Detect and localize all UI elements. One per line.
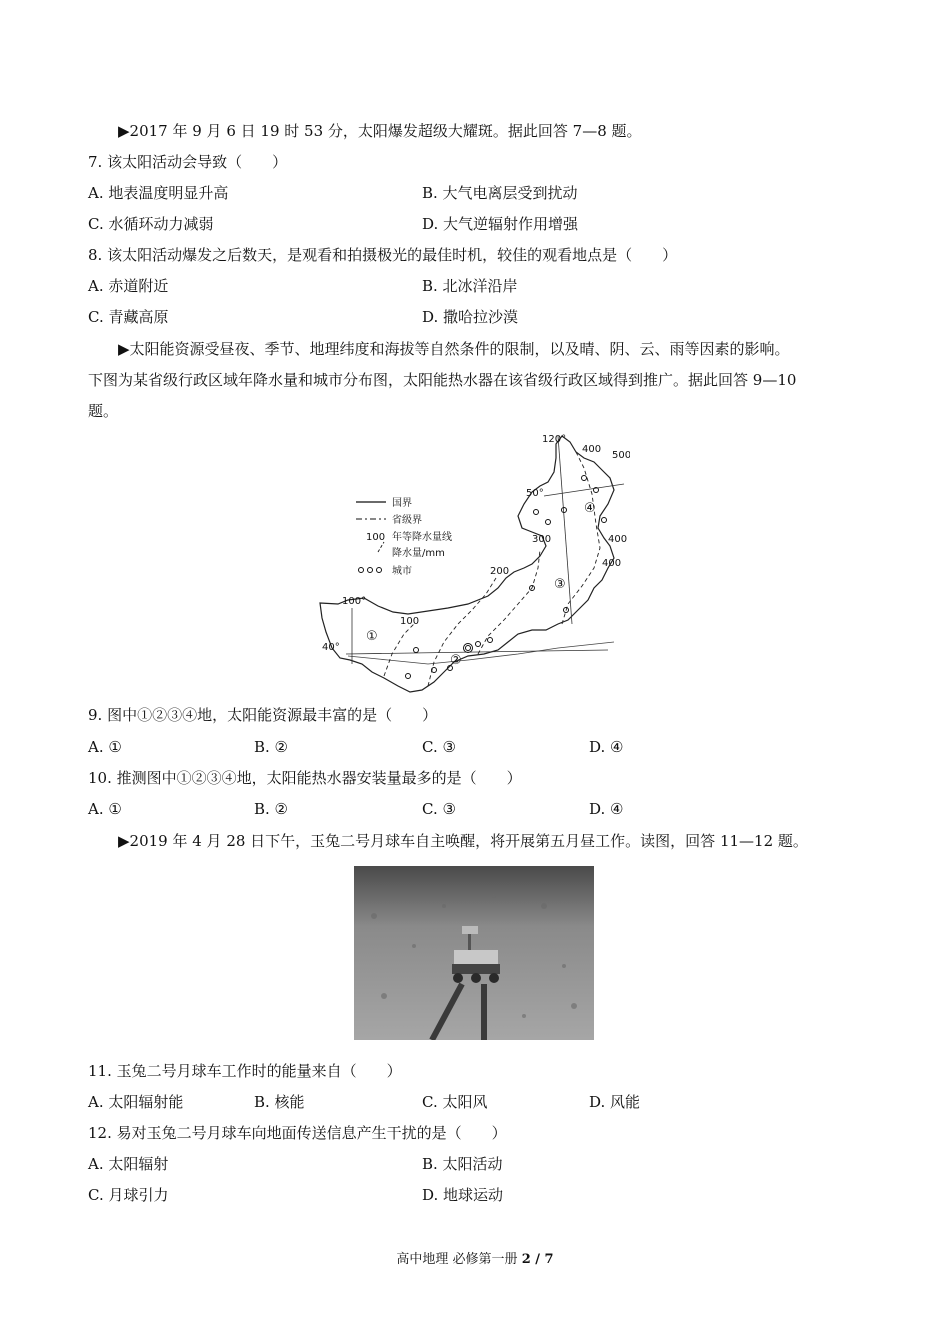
question-10-option-a: A. ① [88,800,122,818]
question-10-option-d: D. ④ [589,800,624,818]
label-lat-50: 50° [526,488,544,499]
city-markers [406,476,607,679]
question-11-option-b: B. 核能 [254,1093,305,1111]
isohyet-label-200: 200 [490,566,510,577]
city-marker [546,520,551,525]
parallel-40 [346,650,608,654]
capital-marker [464,644,473,653]
intro-9-10-line3: 题。 [88,402,119,420]
question-10-option-b: B. ② [254,800,289,818]
question-7-stem: 7. 该太阳活动会导致（ ） [88,153,288,171]
question-7-option-d: D. 大气逆辐射作用增强 [422,215,579,233]
region-4: ④ [584,501,596,516]
label-lat-40: 40° [322,642,340,653]
question-12-option-c: C. 月球引力 [88,1186,169,1204]
city-marker [414,648,419,653]
question-8-stem: 8. 该太阳活动爆发之后数天，是观看和拍摄极光的最佳时机，较佳的观看地点是（ ） [88,246,678,264]
question-12-stem: 12. 易对玉兔二号月球车向地面传送信息产生干扰的是（ ） [88,1124,507,1142]
intro-9-10-line2: 下图为某省级行政区域年降水量和城市分布图，太阳能热水器在该省级行政区域得到推广。据此回答 9—10 [88,371,797,389]
page-footer [0,1248,950,1267]
page-number: 2 / 7 [521,1252,554,1267]
question-8-option-d: D. 撒哈拉沙漠 [422,308,519,326]
legend-isohyet-unit: 降水量/mm [392,548,445,559]
question-9-option-d: D. ④ [589,738,624,756]
question-12-option-a: A. 太阳辐射 [88,1155,169,1173]
legend-city-icon [359,568,364,573]
legend-city-label: 城市 [392,566,412,577]
label-lon-100: 100° [342,596,367,607]
region-2: ② [450,653,462,668]
question-8-option-c: C. 青藏高原 [88,308,169,326]
question-8-option-a: A. 赤道附近 [88,277,169,295]
city-marker [602,518,607,523]
question-7-option-a: A. 地表温度明显升高 [88,184,229,202]
city-marker [582,476,587,481]
question-7-option-c: C. 水循环动力减弱 [88,215,214,233]
question-9-option-a: A. ① [88,738,122,756]
isohyet-100 [384,624,414,676]
question-12-option-b: B. 太阳活动 [422,1155,503,1173]
question-9-stem: 9. 图中①②③④地，太阳能资源最丰富的是（ ） [88,706,438,724]
city-marker [534,510,539,515]
meridian-120 [558,436,572,624]
city-marker [466,646,471,651]
question-12-option-d: D. 地球运动 [422,1186,504,1204]
intro-11-12: ▶2019 年 4 月 28 日下午，玉兔二号月球车自主唤醒，将开展第五月昼工作。读图，回答 11—12 题。 [118,832,808,850]
legend-isohyet-line [378,542,384,552]
question-11-stem: 11. 玉兔二号月球车工作时的能量来自（ ） [88,1062,402,1080]
intro-7-8: ▶2017 年 9 月 6 日 19 时 53 分，太阳爆发超级大耀斑。据此回答 7—8 题。 [118,122,642,140]
isohyet-label-400a: 400 [582,444,602,455]
question-11-option-a: A. 太阳辐射能 [88,1093,184,1111]
question-7-option-b: B. 大气电离层受到扰动 [422,184,578,202]
question-8-option-b: B. 北冰洋沿岸 [422,277,518,295]
city-marker [476,642,481,647]
isohyet-200 [428,578,496,686]
legend-isohyet-value: 100 [366,532,386,543]
question-9-option-c: C. ③ [422,738,456,756]
legend-city-icon [368,568,373,573]
legend-border-label: 国界 [392,498,412,509]
question-11-option-c: C. 太阳风 [422,1093,488,1111]
city-marker [406,674,411,679]
question-10-stem: 10. 推测图中①②③④地，太阳能热水器安装量最多的是（ ） [88,769,522,787]
isohyet-label-500: 500 [612,450,630,461]
region-3: ③ [554,577,566,592]
footer-title: 高中地理 必修第一册 [396,1252,518,1267]
legend-province-label: 省级界 [392,515,422,526]
legend-city-icon [377,568,382,573]
precipitation-city-map [318,428,630,698]
isohyet-label-400c: 400 [602,558,622,569]
isohyet-label-400b: 400 [608,534,628,545]
isohyet-label-300: 300 [532,534,552,545]
region-1: ① [366,629,378,644]
question-11-option-d: D. 风能 [589,1093,641,1111]
legend-isohyet-label: 年等降水量线 [392,532,452,543]
question-10-option-c: C. ③ [422,800,456,818]
label-lon-120: 120° [542,434,567,445]
city-marker [488,638,493,643]
lunar-rover-photo [354,866,594,1040]
question-9-option-b: B. ② [254,738,289,756]
intro-9-10-line1: ▶太阳能资源受昼夜、季节、地理纬度和海拔等自然条件的限制，以及晴、阴、云、雨等因素的影响。 [118,340,790,358]
isohyet-400 [562,452,600,624]
isohyet-label-100: 100 [400,616,420,627]
